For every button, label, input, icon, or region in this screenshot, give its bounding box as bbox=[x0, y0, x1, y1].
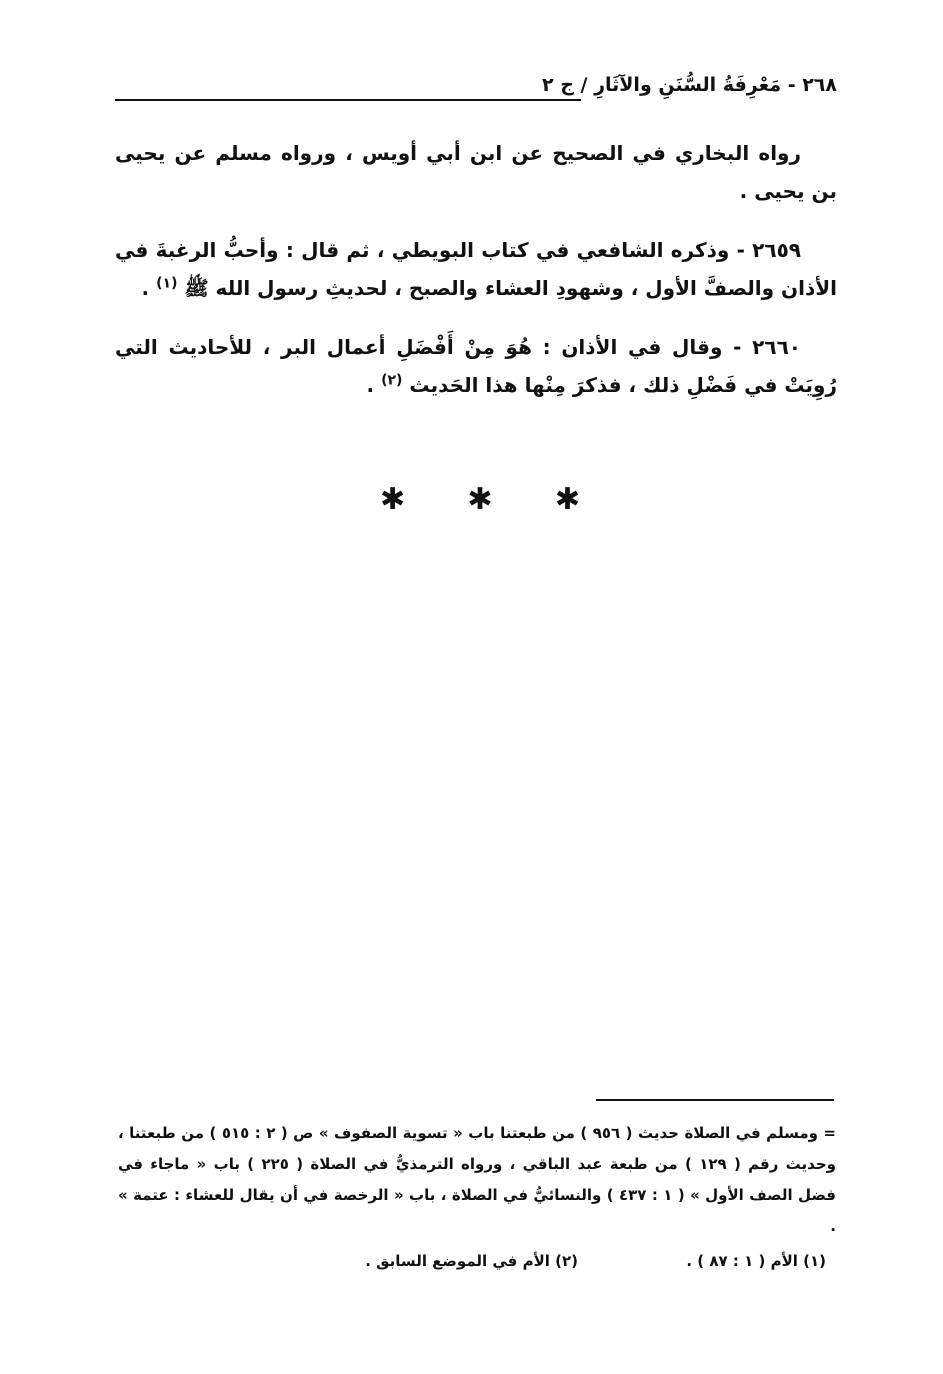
footnote-1: (١) الأم ( ١ : ٨٧ ) . bbox=[686, 1252, 826, 1270]
paragraph-2660: ٢٦٦٠ - وقال في الأذان : هُوَ مِنْ أَفْضَلِ أعمال البر ، للأحاديث التي رُوِيَتْ في فَضْلِ ذلك ، فذكرَ مِنْها هذا الحَديث $^{(٢)}$ . bbox=[115, 335, 837, 397]
header-rule bbox=[115, 99, 581, 101]
running-title: ٢٦٨ - مَعْرِفَةُ السُّنَنِ والآثَارِ / ج ٢ bbox=[541, 74, 837, 96]
star-icon: ✱ bbox=[467, 482, 493, 517]
main-text bbox=[115, 134, 837, 425]
paragraph-2659: ٢٦٥٩ - وذكره الشافعي في كتاب البويطي ، ثم قال : وأحبُّ الرغبةَ في الأذان والصفَّ الأول ، وشهودِ العشاء والصبح ، لحديثِ رسول الله ﷺ $^{(١)}$ . bbox=[115, 238, 837, 300]
paragraph-1: رواه البخاري في الصحيح عن ابن أبي أويس ، ورواه مسلم عن يحيى بن يحيى . bbox=[115, 141, 837, 203]
star-icon: ✱ bbox=[554, 482, 580, 517]
footnote-ref-1: (١) bbox=[156, 275, 178, 292]
footnote-rule bbox=[596, 1099, 834, 1101]
footnote-continuation: = ومسلم في الصلاة حديث ( ٩٥٦ ) من طبعتنا باب « تسوية الصفوف » ص ( ٢ : ٥١٥ ) من طبعتنا ، وحديث رقم ( ١٢٩ ) من طبعة عبد الباقي ، ورواه الترمذيُّ في الصلاة ( ٢٢٥ ) باب « ماجاء في فضل الصف الأول » ( ١ : ٤٣٧ ) والنسائيُّ في الصلاة ، باب « الرخصة في أن يقال للعشاء : عتمة » . bbox=[118, 1124, 836, 1235]
footnote-row bbox=[118, 1246, 836, 1277]
footnote-2: (٢) الأم في الموضع السابق . bbox=[365, 1252, 578, 1270]
section-separator bbox=[380, 480, 580, 520]
footnote-ref-2: (٢) bbox=[381, 372, 403, 389]
footnotes bbox=[118, 1118, 836, 1277]
star-icon: ✱ bbox=[380, 482, 406, 517]
page-header bbox=[115, 72, 837, 112]
